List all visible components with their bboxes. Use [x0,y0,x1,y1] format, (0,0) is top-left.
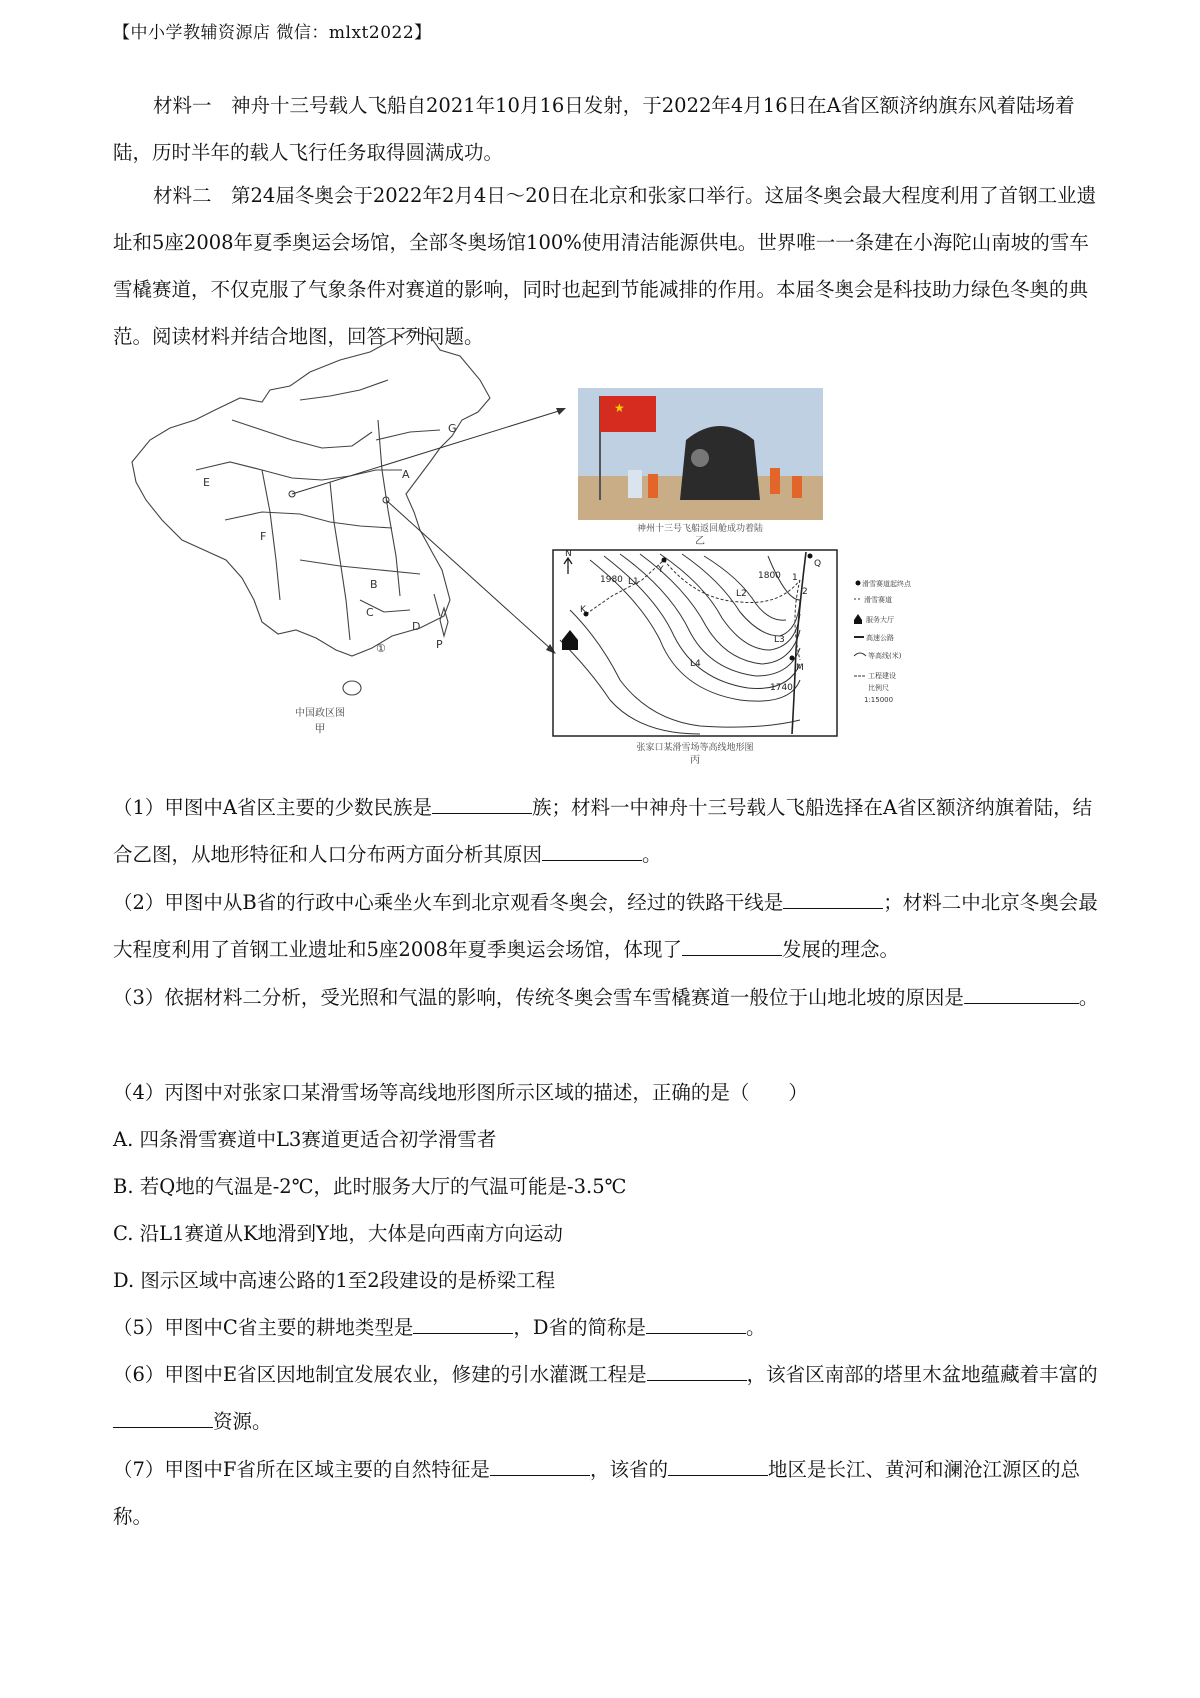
map-label-circle-1: ① [376,642,386,655]
svg-text:Y: Y [658,565,664,575]
answer-blank[interactable] [646,1315,746,1334]
option-a[interactable]: A. 四条滑雪赛道中L3赛道更适合初学滑雪者 [113,1128,497,1151]
svg-text:1:15000: 1:15000 [864,696,894,704]
map-label-g: G [448,422,457,435]
svg-text:★: ★ [614,401,625,415]
answer-blank[interactable] [668,1457,768,1476]
hainan-island [343,681,361,695]
answer-blank[interactable] [647,1362,747,1381]
point-y [662,558,667,563]
arrow-head-photo [556,408,566,415]
svg-text:服务大厅: 服务大厅 [866,616,894,624]
photo-label: 乙 [695,536,705,547]
answer-blank[interactable] [542,842,642,861]
svg-text:L3: L3 [774,635,785,645]
map-label-f: F [260,530,267,543]
map-label-d: D [412,620,421,633]
svg-text:Q: Q [814,559,822,569]
contour-label: 丙 [690,755,700,766]
material-1: 材料一 神舟十三号载人飞船自2021年10月16日发射，于2022年4月16日在A省区额济纳旗东风着陆场着陆，历时半年的载人飞行任务取得圆满成功。 [113,94,1075,164]
question-3: （3）依据材料二分析，受光照和气温的影响，传统冬奥会雪车雪橇赛道一般位于山地北坡的原因是 。 [113,986,1099,1009]
map-label-b: B [370,578,378,591]
trail-l1 [586,560,664,614]
map-label-a: A [402,468,410,481]
svg-text:1980: 1980 [600,575,623,585]
page-header: 【中小学教辅资源店 微信：mlxt2022】 [113,23,432,43]
arrow-to-contour [386,500,552,650]
answer-blank[interactable] [413,1315,513,1334]
svg-text:L1: L1 [628,577,639,587]
svg-text:N: N [565,549,572,559]
svg-text:1740: 1740 [770,683,793,693]
svg-text:1: 1 [792,573,798,583]
svg-text:等高线(米): 等高线(米) [868,652,902,660]
national-flag [600,396,656,432]
material-2: 材料二 第24届冬奥会于2022年2月4日～20日在北京和张家口举行。这届冬奥会最大程度利用了首钢工业遗址和5座2008年夏季奥运会场馆，全部冬奥场馆100%使用清洁能源供电。世界唯一一条建在小海陀山南坡的雪车雪橇赛道，不仅克服了气象条件对赛道的影响，同时也起到节能减排的作用。本届冬奥会是科技助力绿色冬奥的典范。阅读材料并结合地图，回答下列问题。 [113,184,1097,348]
contour-map [553,549,912,736]
svg-text:2: 2 [802,587,808,597]
contour-caption: 张家口某滑雪场等高线地形图 [636,743,754,753]
question-4 [113,1069,1108,1304]
svg-text:L4: L4 [690,659,701,669]
arrow-to-photo [292,410,562,494]
svg-text:滑雪赛道起终点: 滑雪赛道起终点 [862,580,911,588]
answer-blank[interactable] [682,937,782,956]
answer-blank[interactable] [113,1409,213,1428]
question-6: （6）甲图中E省区因地制宜发展农业，修建的引水灌溉工程是 ，该省区南部的塔里木盆地蕴藏着丰富的资源。 [113,1363,1098,1433]
photo-caption: 神州十三号飞船返回舱成功着陆 [636,524,764,534]
question-2: （2）甲图中从B省的行政中心乘坐火车到北京观看冬奥会，经过的铁路干线是 ；材料二中北京冬奥会最大程度利用了首钢工业遗址和5座2008年夏季奥运会场馆，体现了 发展的理念。 [113,891,1098,961]
question-1: （1）甲图中A省区主要的少数民族是 族；材料一中神舟十三号载人飞船选择在A省区额济纳旗着陆，结合乙图，从地形特征和人口分布两方面分析其原因 。 [113,796,1093,866]
china-map [132,330,490,656]
answer-blank[interactable] [490,1457,590,1476]
question-4-stem: （4）丙图中对张家口某滑雪场等高线地形图所示区域的描述，正确的是（ ） [113,1081,808,1104]
svg-text:L2: L2 [736,589,747,599]
map-letters [203,422,457,655]
map-jia-caption: 中国政区图 [295,708,345,719]
svg-text:高速公路: 高速公路 [866,634,894,642]
option-c[interactable]: C. 沿L1赛道从K地滑到Y地，大体是向西南方向运动 [113,1222,563,1245]
svg-text:工程建设: 工程建设 [868,672,896,680]
option-b[interactable]: B. 若Q地的气温是-2℃，此时服务大厅的气温可能是-3.5℃ [113,1175,627,1198]
svg-text:K: K [580,605,586,615]
answer-blank[interactable] [783,890,883,909]
question-5: （5）甲图中C省主要的耕地类型是 ，D省的简称是 。 [113,1316,766,1339]
map-label-e: E [203,476,210,489]
return-capsule [680,426,760,500]
map-jia-label: 甲 [314,722,326,735]
option-d[interactable]: D. 图示区域中高速公路的1至2段建设的是桥梁工程 [113,1269,556,1292]
point-m [790,656,795,661]
svg-text:M: M [796,663,804,673]
service-hall-icon [562,630,578,650]
answer-blank[interactable] [964,985,1079,1004]
answer-blank[interactable] [432,795,532,814]
landing-photo [578,388,823,520]
north-arrow-icon [564,558,572,574]
point-q [808,554,813,559]
svg-text:滑雪赛道: 滑雪赛道 [864,596,892,604]
svg-text:比例尺: 比例尺 [868,684,889,692]
question-7: （7）甲图中F省所在区域主要的自然特征是 ，该省的 地区是长江、黄河和澜沧江源区的总称。 [113,1458,1080,1528]
svg-text:1800: 1800 [758,571,781,581]
map-label-c: C [366,606,374,619]
taiwan-island [440,608,448,636]
map-label-p: P [436,638,443,651]
contour-legend [854,579,912,704]
